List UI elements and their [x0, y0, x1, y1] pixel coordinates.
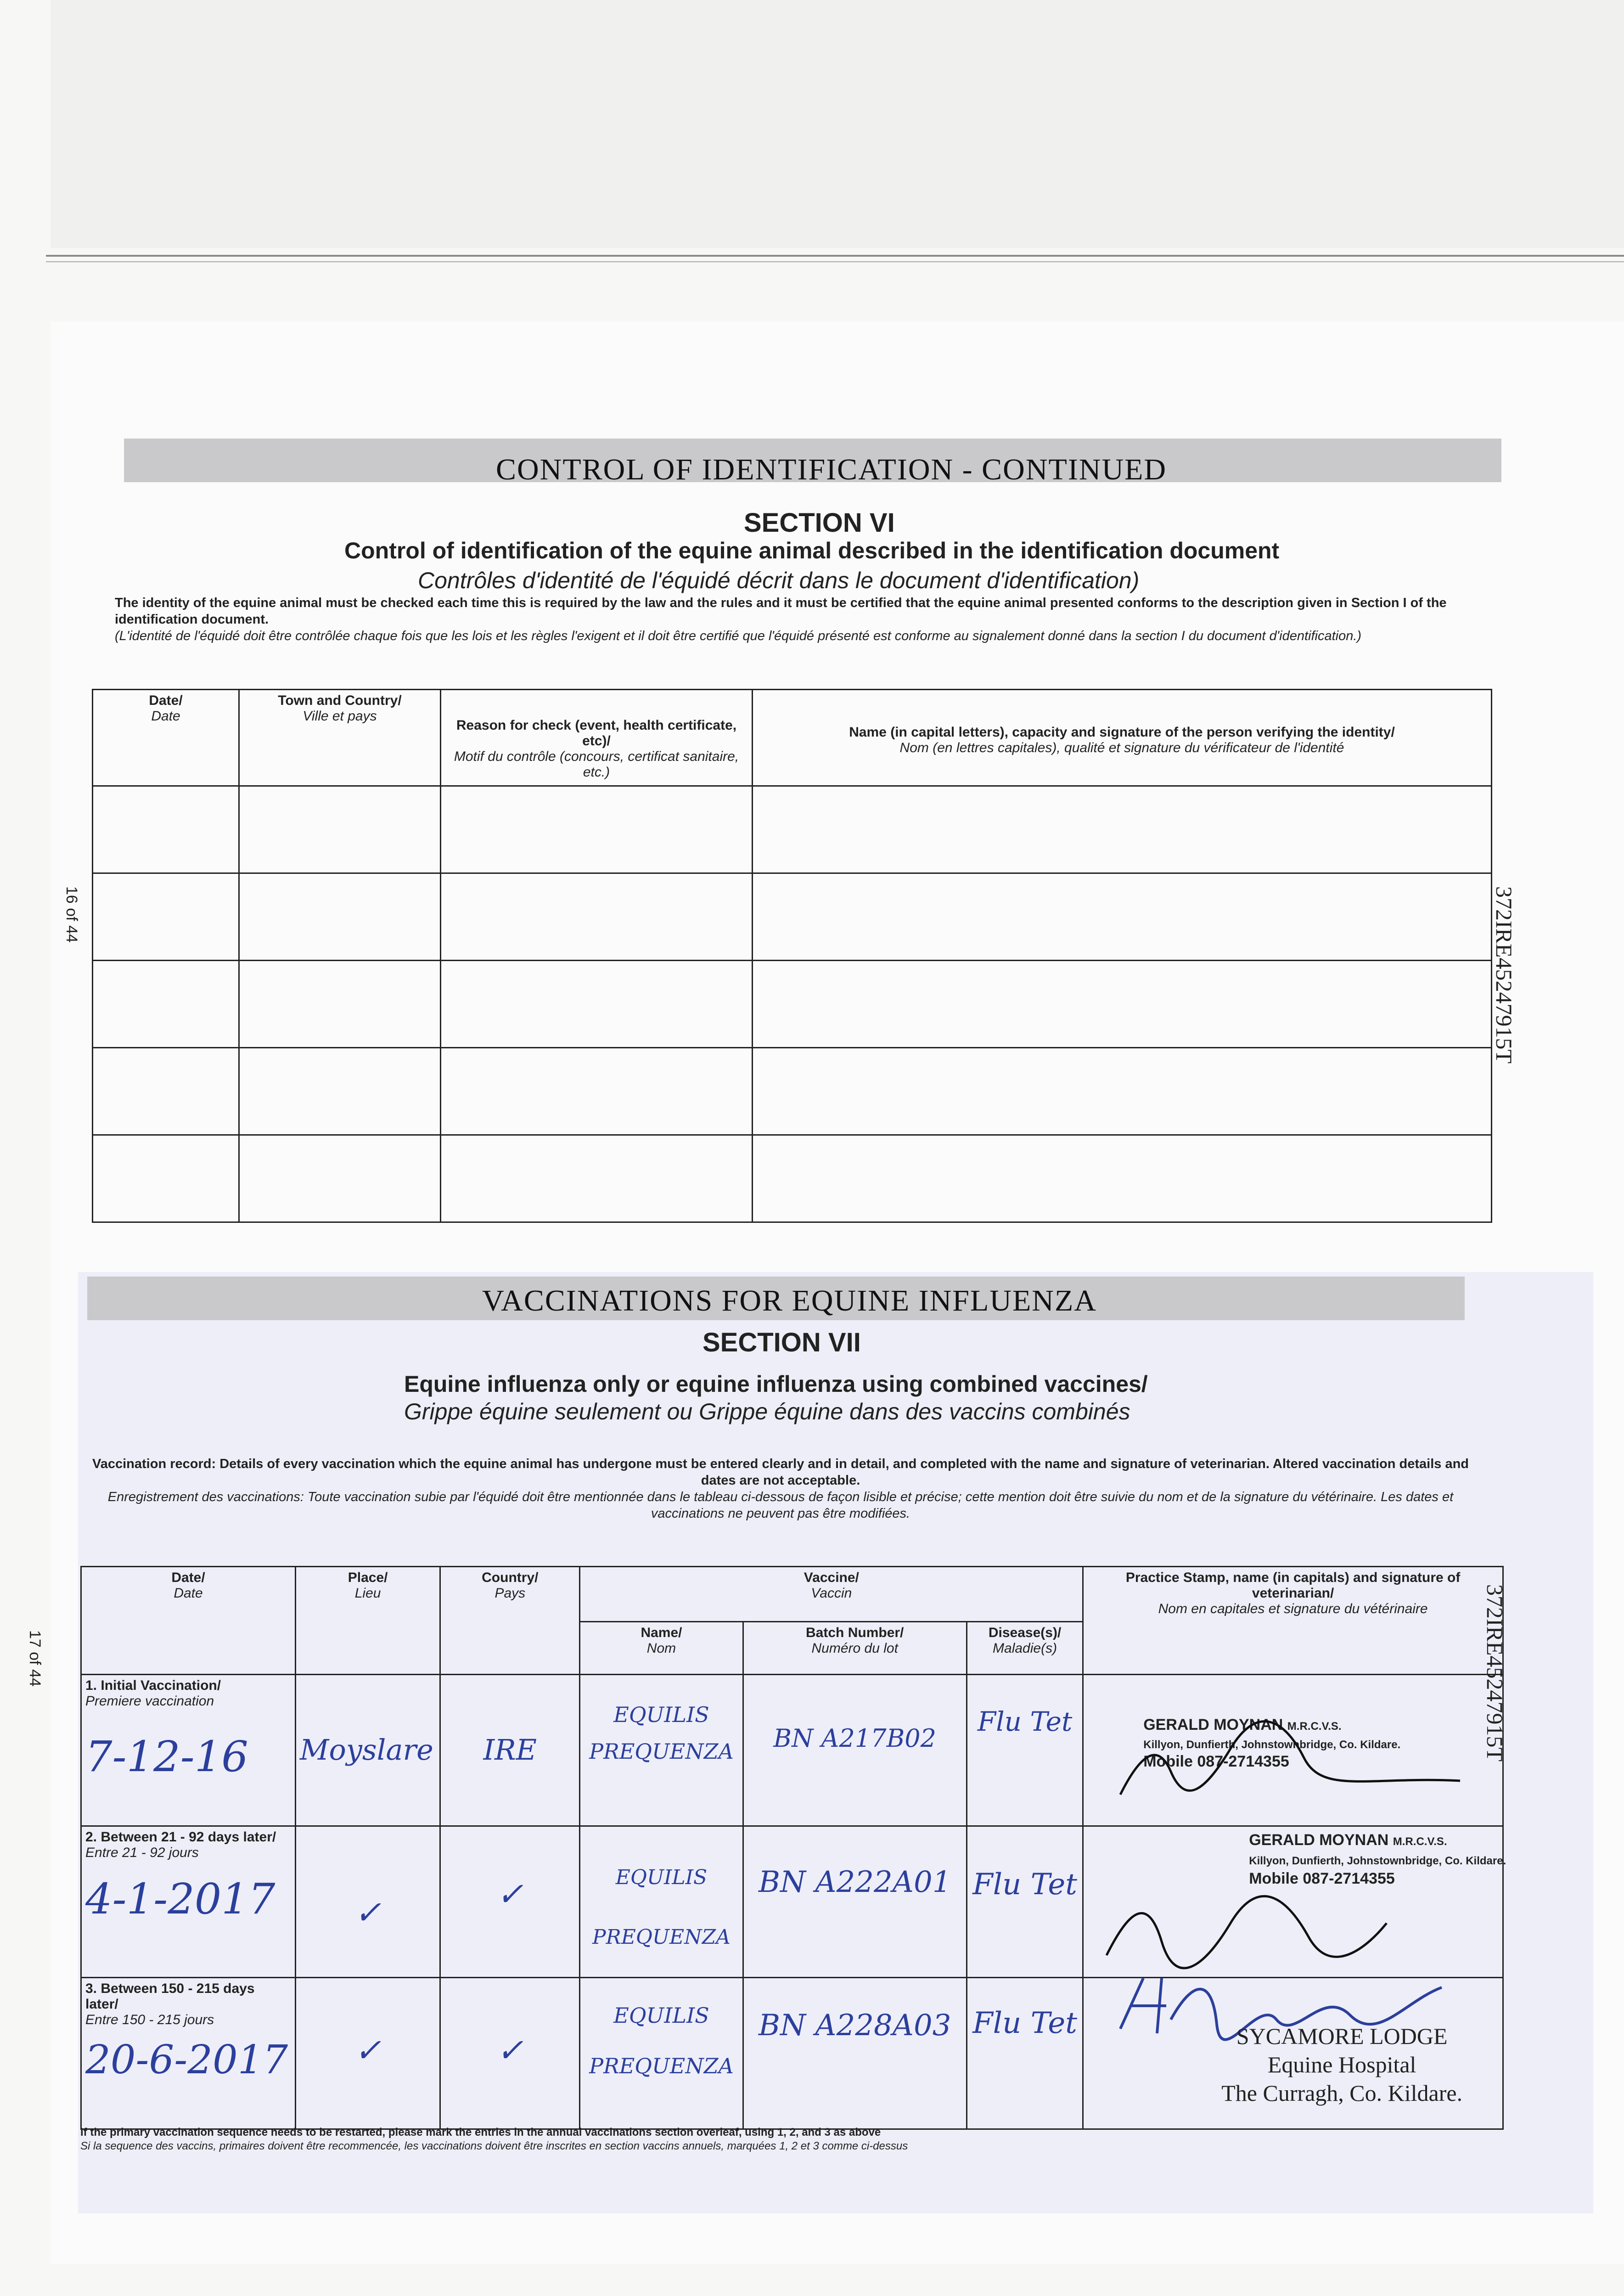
vcol-batch: Batch Number/ Numéro du lot — [743, 1622, 967, 1675]
vaccination-country: ✓ — [496, 1875, 524, 1913]
section-vi-label: SECTION VI — [744, 508, 895, 538]
vaccination-place: Moyslare — [300, 1733, 433, 1767]
vaccination-place: ✓ — [354, 1894, 382, 1931]
vaccination-place: ✓ — [354, 2032, 382, 2069]
footnote-en: If the primary vaccination sequence needs to be restarted, please mark the entries in the annual vaccinations section overleaf, using 1, 2, and 3 as above — [80, 2126, 881, 2138]
batch-number: BN A222A01 — [759, 1865, 951, 1899]
signature-2 — [1093, 1868, 1469, 1974]
vaccination-row-second: 2. Between 21 - 92 days later/ Entre 21 - 92 jours 4-1-2017 ✓ ✓ EQUILIS PREQUENZA BN A222A01 Flu Tet GERALD MOYNAN M.R.C.V.S. Killyon, Dunfierth, Johnstownbridge, Co. Kildare. Mobile 087-2714355 — [81, 1826, 1503, 1978]
section-vi-header: CONTROL OF IDENTIFICATION - CONTINUED — [496, 453, 1167, 486]
page-number-17: 17 of 44 — [26, 1630, 44, 1687]
col-reason: Reason for check (event, health certificate, etc)/ Motif du contrôle (concours, certificat sanitaire, etc.) — [441, 690, 753, 786]
disease: Flu Tet — [977, 1706, 1073, 1737]
footnote-fr: Si la sequence des vaccins, primaires doivent être recommencée, les vaccinations doivent être inscrites en section vaccins annuels, marquées 1, 2 et 3 comme ci-dessus — [80, 2140, 908, 2152]
vaccination-table-header — [81, 1567, 1503, 1622]
vcol-place: Place/ Lieu — [296, 1567, 440, 1675]
stamp-cell — [1083, 1826, 1506, 1978]
table-row — [93, 961, 1492, 1048]
section-vi-title-fr: Contrôles d'identité de l'équidé décrit dans le document d'identification) — [418, 568, 1140, 593]
vcol-name: Name/ Nom — [580, 1622, 743, 1675]
vaccination-date: 20-6-2017 — [85, 2037, 288, 2083]
identification-check-table — [92, 689, 1492, 1223]
record-fr-label: Enregistrement des vaccinations: — [107, 1490, 304, 1504]
practice-stamp-3: SYCAMORE LODGE Equine Hospital The Curragh, Co. Kildare. — [1221, 2023, 1463, 2106]
col-verifier: Name (in capital letters), capacity and signature of the person verifying the identity/ Nom (en lettres capitales), qualité et signature du vérificateur de l'identité — [753, 690, 1492, 786]
practice-stamp-1: GERALD MOYNAN M.R.C.V.S. Killyon, Dunfierth, Johnstownbridge, Co. Kildare. Mobile 087-2714355 — [1143, 1716, 1401, 1770]
vcol-vaccine: Vaccine/ Vaccin — [580, 1567, 1083, 1622]
instructions-en: The identity of the equine animal must be checked each time this is required by the law and the rules and it must be certified that the equine animal presented conforms to the description given in Section I of the identification document. — [115, 596, 1447, 627]
vaccination-date: 7-12-16 — [85, 1732, 248, 1781]
section-vi-instructions — [115, 595, 1483, 644]
scan-top-band — [51, 0, 1624, 248]
vaccination-country: ✓ — [496, 2032, 524, 2069]
vcol-stamp: Practice Stamp, name (in capitals) and signature of veterinarian/ Nom en capitales et signature du vétérinaire — [1083, 1567, 1503, 1675]
vcol-date: Date/ Date — [81, 1567, 296, 1675]
batch-number: BN A217B02 — [773, 1724, 936, 1753]
record-fr: Toute vaccination subie par l'équidé doit être mentionnée dans le tableau ci-dessous de façon lisible et précise; cette mention doit être suivie du nom et de la signature du vétérinaire. Les dates et vaccinations ne peuvent pas être modifiées. — [308, 1490, 1454, 1521]
batch-number: BN A228A03 — [759, 2009, 951, 2043]
vaccination-date: 4-1-2017 — [85, 1874, 275, 1924]
vaccination-row-third: 3. Between 150 - 215 days later/ Entre 150 - 215 jours 20-6-2017 ✓ ✓ EQUILIS PREQUENZA BN A228A03 Flu Tet SYCAMORE LODGE Equine Hospital The Curragh, Co. Kildare. — [81, 1978, 1503, 2129]
disease: Flu Tet — [972, 2006, 1077, 2040]
stamp-cell — [1083, 1675, 1503, 1826]
practice-stamp-2: GERALD MOYNAN M.R.C.V.S. Killyon, Dunfierth, Johnstownbridge, Co. Kildare. Mobile 087-2714355 — [1249, 1831, 1506, 1887]
section-vii-title-en: Equine influenza only or equine influenza using combined vaccines/ — [404, 1371, 1148, 1397]
disease: Flu Tet — [972, 1868, 1077, 1902]
vaccine-name: EQUILIS PREQUENZA — [589, 1702, 734, 1764]
vaccination-table — [80, 1566, 1504, 2130]
record-label: Vaccination record: — [92, 1457, 216, 1471]
vaccination-record-instructions — [92, 1456, 1469, 1522]
signature-1 — [1111, 1703, 1478, 1808]
col-town-country: Town and Country/ Ville et pays — [239, 690, 441, 786]
vaccination-country: IRE — [483, 1733, 537, 1767]
instructions-fr: (L'identité de l'équidé doit être contrôlée chaque fois que les lois et les règles l'exigent et il doit être certifié que l'équidé présenté est conforme au signalement donné dans la section I du document d'identification.) — [115, 629, 1362, 643]
identification-table-header — [93, 690, 1492, 786]
page-fold-line — [46, 255, 1624, 262]
table-row — [93, 1048, 1492, 1135]
table-row — [93, 1135, 1492, 1222]
serial-number-upper: 372IRE45247915T — [1491, 886, 1517, 1064]
section-vii-header: VACCINATIONS FOR EQUINE INFLUENZA — [482, 1284, 1097, 1317]
vaccination-row-initial: 1. Initial Vaccination/ Premiere vaccination 7-12-16 Moyslare IRE EQUILIS PREQUENZA BN A217B02 Flu Tet GERALD MOYNAN M.R.C.V.S. Killyon, Dunfierth, Johnstownbridge, Co. Kildare. Mobile 087-2714355 — [81, 1675, 1503, 1826]
section-vii-title-fr: Grippe équine seulement ou Grippe équine dans des vaccins combinés — [404, 1399, 1130, 1424]
record-en: Details of every vaccination which the equine animal has undergone must be entered clearly and in detail, and completed with the name and signature of veterinarian. Altered vaccination details and dates are not acceptable. — [219, 1457, 1469, 1488]
vaccine-name: EQUILIS PREQUENZA — [589, 2003, 734, 2078]
page-number-16: 16 of 44 — [63, 886, 80, 943]
table-row — [93, 873, 1492, 961]
vcol-disease: Disease(s)/ Maladie(s) — [967, 1622, 1083, 1675]
vcol-country: Country/ Pays — [440, 1567, 580, 1675]
table-row — [93, 786, 1492, 873]
section-vi-title-en: Control of identification of the equine animal described in the identification document — [344, 538, 1280, 563]
stamp-cell — [1083, 1978, 1503, 2129]
col-date: Date/ Date — [93, 690, 239, 786]
serial-number-lower: 372IRE45247915T — [1482, 1584, 1508, 1762]
vaccine-name: EQUILIS PREQUENZA — [592, 1866, 731, 1949]
section-vii-label: SECTION VII — [702, 1328, 861, 1357]
